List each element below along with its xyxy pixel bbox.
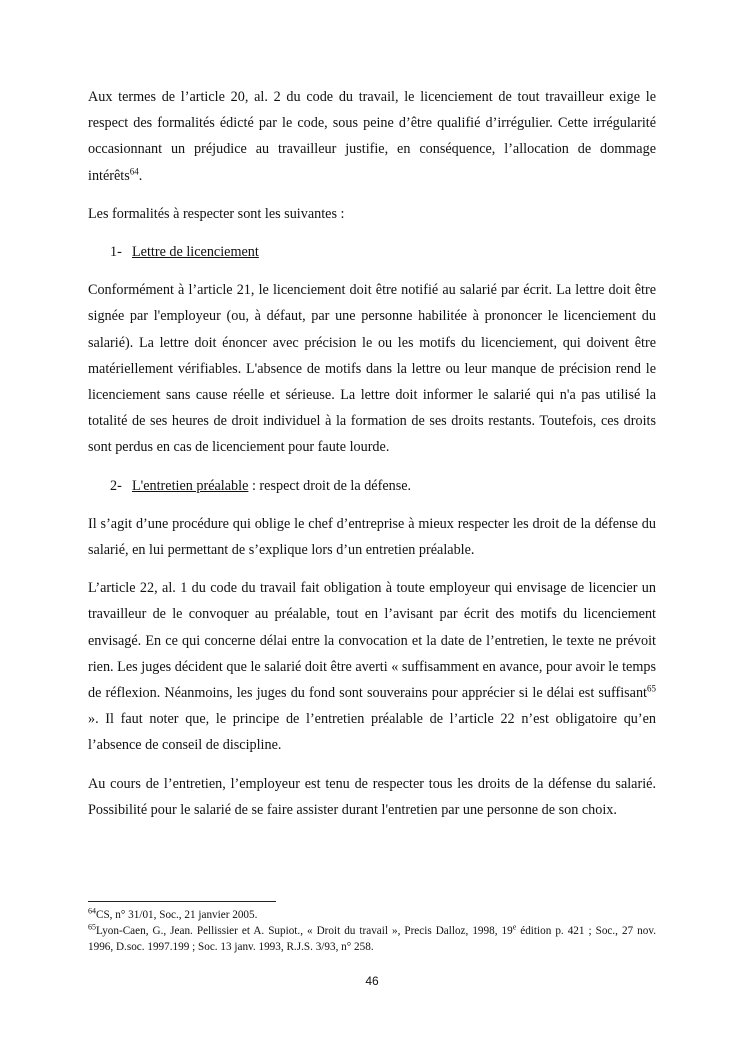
paragraph-lettre: Conformément à l’article 21, le licenciement doit être notifié au salarié par écrit. La lettre doit être signée par l'employeur (ou, à défaut, par une personne habilitée à prononcer le licenciement du salarié). La lettre doit énoncer avec précision le ou les motifs du licenciement, qui doivent être matériellement vérifiables. L'absence de motifs dans la lettre ou leur manque de précision rend le licenciement sans cause réelle et sérieuse. La lettre doit informer le salarié qui n'a pas utilisé la totalité de ses heures de droit individuel à la formation de ses droits restants. Toutefois, ces droits sont perdus en cas de licenciement pour faute lourde. bbox=[88, 282, 656, 456]
footnote-ref-64[interactable]: 64 bbox=[129, 165, 139, 176]
section-title-lettre: Lettre de licenciement bbox=[132, 244, 259, 261]
page-body bbox=[88, 84, 656, 835]
paragraph-entretien-droits: Au cours de l’entretien, l’employeur est tenu de respecter tous les droits de la défense du salarié. Possibilité pour le salarié de se faire assister durant l'entretien par une personne de son choix. bbox=[88, 775, 656, 818]
section-heading-1: 1- Lettre de licenciement bbox=[110, 244, 259, 261]
footnotes bbox=[88, 908, 656, 955]
footnote-ref-65[interactable]: 65 bbox=[647, 683, 656, 694]
footnote-divider bbox=[88, 901, 276, 902]
paragraph-formalities: Les formalités à respecter sont les suivantes : bbox=[88, 205, 345, 222]
section-heading-2: 2- L'entretien préalable : respect droit de la défense. bbox=[110, 477, 412, 494]
footnote-65: $^{65}$Lyon-Caen, G., Jean. Pellissier et A. Supiot., « Droit du travail », Precis Dalloz, 1998, 19e édition p. 421 ; Soc., 27 nov. 1996, D.soc. 1997.199 ; Soc. 13 janv. 1993, R.J.S. 3/93, n° 258. bbox=[88, 922, 657, 953]
paragraph-article-22: L’article 22, al. 1 du code du travail fait obligation à toute employeur qui envisage de licencier un travailleur de le convoquer au préalable, tout en l’avisant par écrit des motifs du licenciement envisagé. En ce qui concerne délai entre la convocation et la date de l’entretien, le texte ne prévoit rien. Les juges décident que le salarié doit être averti « suffisamment en avance, pour avoir le temps de réflexion. Néanmoins, les juges du fond sont souverains pour apprécier si le délai est suffisant$^{65}$ ». Il faut noter que, le principe de l’entretien préalable de l’article 22 n’est obligatoire qu’en l’absence de conseil de discipline. bbox=[88, 580, 656, 754]
section-title-entretien: L'entretien préalable bbox=[132, 477, 249, 494]
footnote-64: $^{64}$CS, n° 31/01, Soc., 21 janvier 2005. bbox=[88, 906, 258, 921]
page-number: 46 bbox=[365, 974, 379, 988]
paragraph-intro: Aux termes de l’article 20, al. 2 du code du travail, le licenciement de tout travailleur exige le respect des formalités édicté par le code, sous peine d’être qualifié d’irrégulier. Cette irrégularité occasionnant un préjudice au travailleur justifie, en conséquence, l’allocation de dommage intérêts$^{64}$. bbox=[88, 89, 656, 184]
paragraph-procedure: Il s’agit d’une procédure qui oblige le chef d’entreprise à mieux respecter les droit de la défense du salarié, en lui permettant de s’explique lors d’un entretien préalable. bbox=[88, 515, 656, 559]
